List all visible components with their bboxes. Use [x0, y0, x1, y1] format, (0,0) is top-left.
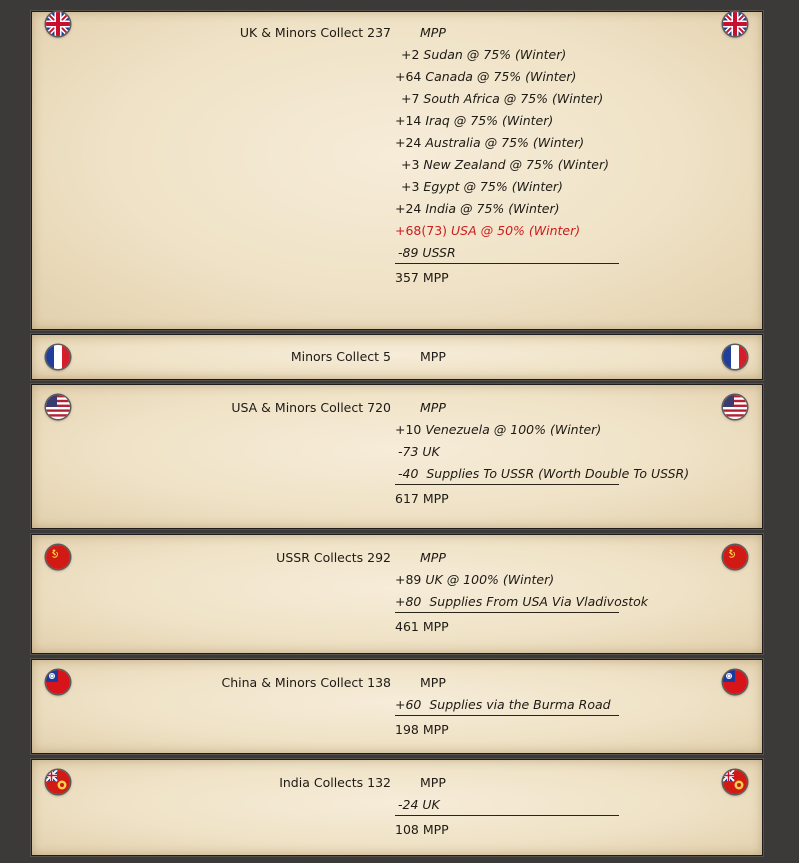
usa-collect-panel [31, 384, 763, 529]
income-line: +3 New Zealand @ 75% (Winter) [401, 157, 610, 172]
income-line: +24 India @ 75% (Winter) [395, 201, 560, 216]
france-flag-icon [46, 345, 70, 369]
header-label: China & Minors Collect [221, 675, 364, 690]
header-unit: MPP [420, 400, 446, 415]
income-line: +64 Canada @ 75% (Winter) [395, 69, 577, 84]
china-collect-panel [31, 659, 763, 754]
china-flag-icon [46, 670, 70, 694]
india-flag-icon [46, 770, 70, 794]
income-line: +60 Supplies via the Burma Road [395, 697, 611, 712]
india-collect-panel [31, 759, 763, 856]
header-label: UK & Minors Collect [239, 25, 364, 40]
total-value: 357 MPP [395, 270, 449, 285]
panel-header [240, 25, 391, 41]
total-divider [395, 815, 619, 816]
income-line: +80 Supplies From USA Via Vladivostok [395, 594, 649, 609]
total-value: 198 MPP [395, 722, 449, 737]
panel-header [276, 550, 391, 566]
total-value: 617 MPP [395, 491, 449, 506]
header-unit: MPP [420, 775, 446, 790]
header-unit: MPP [420, 675, 446, 690]
header-value: 138 [367, 675, 391, 690]
header-value: 5 [383, 349, 391, 364]
panel-header [231, 400, 391, 416]
income-line: +7 South Africa @ 75% (Winter) [401, 91, 604, 106]
usa-flag-icon [46, 395, 70, 419]
income-line: +10 Venezuela @ 100% (Winter) [395, 422, 602, 437]
header-value: 720 [367, 400, 391, 415]
income-line: -40 Supplies To USSR (Worth Double To USSR) [398, 466, 690, 481]
usa-flag-icon [723, 395, 747, 419]
header-unit: MPP [420, 349, 446, 364]
income-line: +3 Egypt @ 75% (Winter) [401, 179, 563, 194]
header-unit: MPP [420, 550, 446, 565]
ussr-flag-icon [46, 545, 70, 569]
income-line: +2 Sudan @ 75% (Winter) [401, 47, 567, 62]
income-line: +24 Australia @ 75% (Winter) [395, 135, 585, 150]
france-flag-icon [723, 345, 747, 369]
total-divider [395, 484, 619, 485]
ussr-collect-panel [31, 534, 763, 654]
income-line: -89 USSR [398, 245, 456, 260]
header-label: USA & Minors Collect [231, 400, 364, 415]
total-value: 108 MPP [395, 822, 449, 837]
header-label: USSR Collects [276, 550, 364, 565]
uk-flag-icon [723, 12, 747, 36]
header-label: India Collects [279, 775, 364, 790]
uk-collect-panel [31, 11, 763, 330]
header-value: 237 [367, 25, 391, 40]
header-value: 292 [367, 550, 391, 565]
income-line: +89 UK @ 100% (Winter) [395, 572, 555, 587]
total-divider [395, 612, 619, 613]
income-line: -73 UK [398, 444, 440, 459]
india-flag-icon [723, 770, 747, 794]
header-label: Minors Collect [290, 349, 380, 364]
total-divider [395, 263, 619, 264]
total-value: 461 MPP [395, 619, 449, 634]
panel-header [222, 675, 391, 691]
panel-header [291, 349, 391, 365]
china-flag-icon [723, 670, 747, 694]
header-value: 132 [367, 775, 391, 790]
header-unit: MPP [420, 25, 446, 40]
ussr-flag-icon [723, 545, 747, 569]
income-line: +14 Iraq @ 75% (Winter) [395, 113, 554, 128]
income-line: -24 UK [398, 797, 440, 812]
panel-header [279, 775, 391, 791]
uk-flag-icon [46, 12, 70, 36]
income-line-highlight: +68(73) USA @ 50% (Winter) [395, 223, 581, 238]
total-divider [395, 715, 619, 716]
france-collect-panel [31, 334, 763, 380]
